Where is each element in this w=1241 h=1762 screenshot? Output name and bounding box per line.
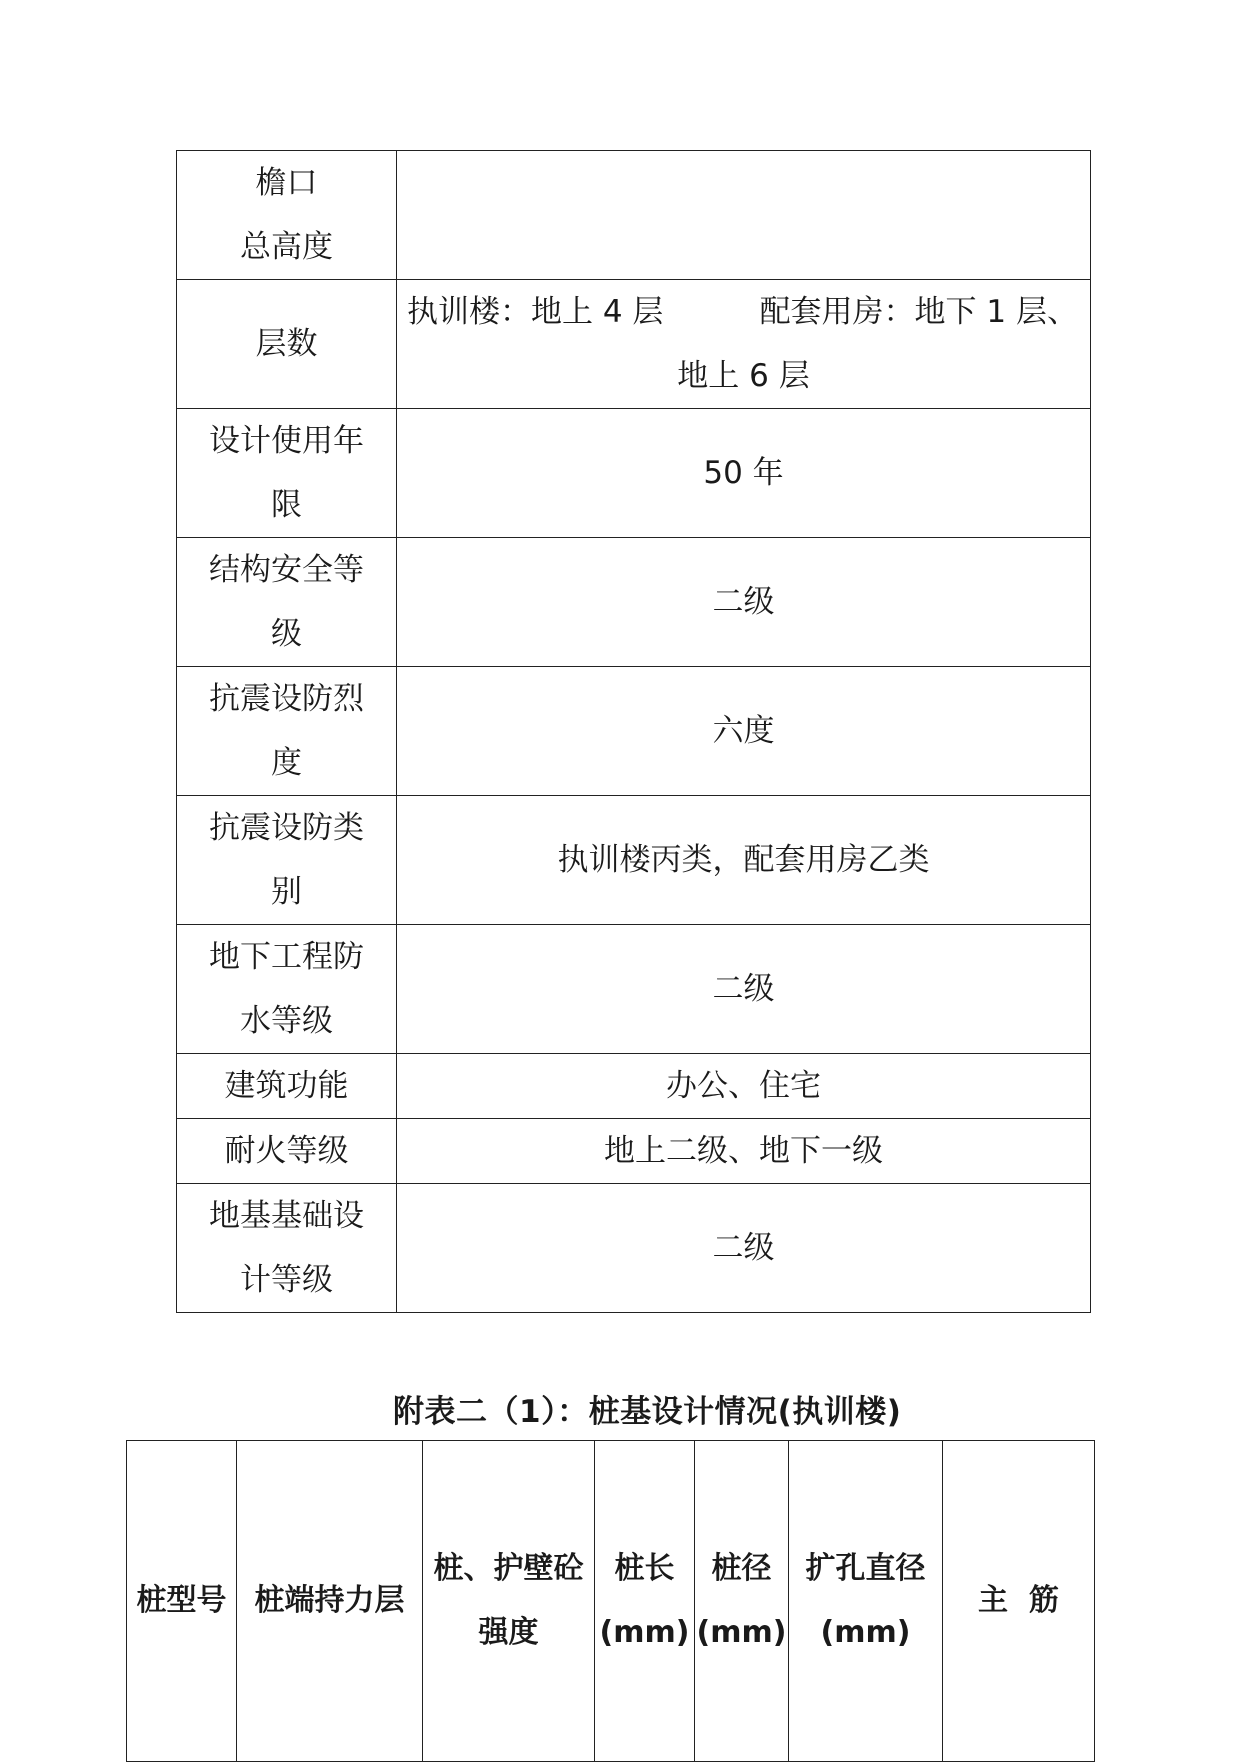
header-concrete-strength: 桩、护壁砼 强度	[423, 1441, 595, 1762]
row-value: 二级	[397, 925, 1091, 1054]
pile-table-container	[136, 1440, 1096, 1650]
table-row-design-life	[177, 409, 1091, 538]
floors-first-line: 执训楼：地上 4 层 配套用房：地下 1 层、	[407, 294, 1078, 330]
table-row-seismic-category	[177, 796, 1091, 925]
table-row-eave-height	[177, 151, 1091, 280]
row-value: 执训楼：地上 4 层 配套用房：地下 1 层、 地上 6 层	[397, 280, 1091, 409]
table-row-foundation-grade	[177, 1184, 1091, 1313]
header-pile-diameter: 桩径 (mm)	[695, 1441, 789, 1762]
row-label: 建筑功能	[177, 1054, 397, 1119]
header-main-rebar: 主 筋	[943, 1441, 1095, 1762]
row-value: 办公、住宅	[397, 1054, 1091, 1119]
header-pile-length: 桩长 (mm)	[595, 1441, 695, 1762]
row-label: 抗震设防类 别	[177, 796, 397, 925]
row-label: 地下工程防 水等级	[177, 925, 397, 1054]
row-value: 50 年	[397, 409, 1091, 538]
table-row-seismic-intensity	[177, 667, 1091, 796]
row-label: 地基基础设 计等级	[177, 1184, 397, 1313]
row-label: 层数	[177, 280, 397, 409]
table-row-fire-rating	[177, 1119, 1091, 1184]
row-value: 地上二级、地下一级	[397, 1119, 1091, 1184]
table-row-floors	[177, 280, 1091, 409]
pile-table-caption: 附表二（1）：桩基设计情况(执训楼)	[393, 1394, 902, 1430]
table-row-waterproof-grade	[177, 925, 1091, 1054]
row-label: 耐火等级	[177, 1119, 397, 1184]
pile-table-header-row	[127, 1441, 1095, 1762]
table-row-structural-safety	[177, 538, 1091, 667]
pile-design-table	[126, 1440, 1095, 1762]
row-value: 六度	[397, 667, 1091, 796]
header-reamed-diameter: 扩孔直径 (mm)	[789, 1441, 943, 1762]
row-value: 二级	[397, 1184, 1091, 1313]
table-row-building-function	[177, 1054, 1091, 1119]
building-info-table	[176, 150, 1091, 1313]
row-label: 檐口 总高度	[177, 151, 397, 280]
row-label: 结构安全等 级	[177, 538, 397, 667]
header-bearing-layer: 桩端持力层	[237, 1441, 423, 1762]
row-value: 执训楼丙类，配套用房乙类	[397, 796, 1091, 925]
row-value: 二级	[397, 538, 1091, 667]
header-pile-type: 桩型号	[127, 1441, 237, 1762]
row-label: 设计使用年 限	[177, 409, 397, 538]
row-value-empty	[397, 151, 1091, 280]
row-label: 抗震设防烈 度	[177, 667, 397, 796]
